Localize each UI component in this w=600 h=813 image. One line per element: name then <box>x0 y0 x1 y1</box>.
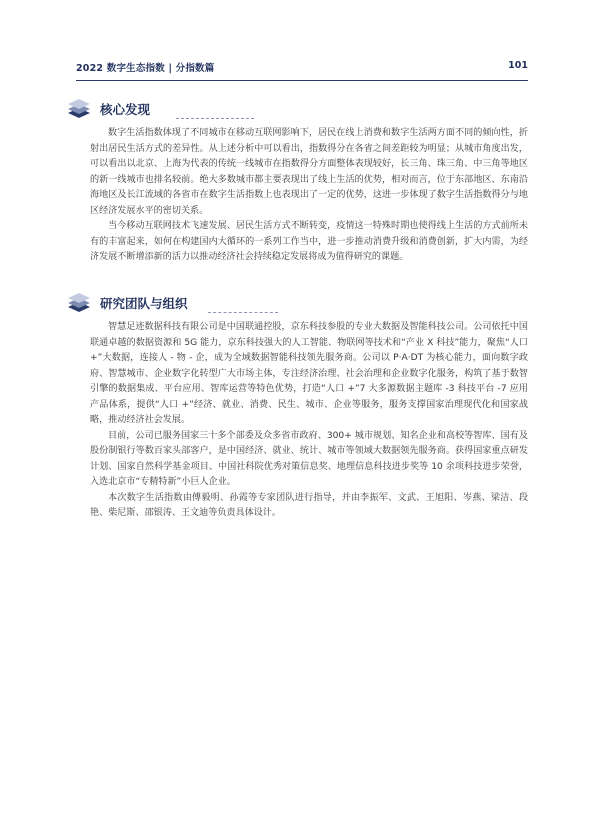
paragraph: 数字生活指数体现了不同城市在移动互联网影响下，居民在线上消费和数字生活两方面不同的倾向性，折射出居民生活方式的差异性。从上述分析中可以看出，指数得分在各省之间差距较为明显；从城市角度出发，可以看出以北京、上海为代表的传统一线城市在指数得分方面整体表现较好，长三角、珠三角、中三角等地区的新一线城市也排名较前。绝大多数城市都主要表现出了线上生活的优势，相对而言，位于东部地区、东南沿海地区及长江流域的各省市在数字生活指数上也表现出了一定的优势，这进一步体现了数字生活指数得分与地区经济发展水平的密切关系。 <box>90 128 528 216</box>
section-heading <box>66 292 528 314</box>
paragraph: 智慧足迹数据科技有限公司是中国联通控股，京东科技参股的专业大数据及智能科技公司。公司依托中国联通卓越的数据资源和 5G 能力，京东科技强大的人工智能、物联网等技术和“产业 X 科技”能力，聚焦“人口 +”大数据，连接人 - 物 - 企，成为全域数据智能科技领先服务商。公司以 P·A·DT 为核心能力，面向数字政府、智慧城市、企业数字化转型广大市场主体，专注经济治理、社会治理和企业数字化服务，构筑了基于数智引擎的数据集成、平台应用、智库运营等特色优势，打造“人口 +”7 大多源数据主题库 -3 科技平台 -7 应用产品体系，提供“人口 +”经济、就业、消费、民生、城市、企业等服务，服务支撑国家治理现代化和国家战略，推动经济社会发展。 <box>90 322 528 425</box>
section-body <box>66 320 528 522</box>
header-title: 2022 数字生态指数 | 分指数篇 <box>76 63 215 74</box>
section-title: 研究团队与组织 <box>100 296 188 311</box>
page-number: 101 <box>508 60 528 71</box>
section-title: 核心发现 <box>100 102 151 117</box>
section-body <box>66 126 528 266</box>
header-divider <box>76 80 528 81</box>
paragraph: 目前，公司已服务国家三十多个部委及众多省市政府、300+ 城市规划、知名企业和高校等智库、国有及股份制银行等数百家头部客户，是中国经济、就业、统计、城市等领域大数据领先服务商。获得国家重点研发计划、国家自然科学基金项目、中国社科院优秀对策信息奖、地理信息科技进步奖等 10 余项科技进步荣誉，入选北京市“专精特新”小巨人企业。 <box>90 430 528 487</box>
section-research-team <box>66 292 528 522</box>
paragraph: 当今移动互联网技术飞速发展、居民生活方式不断转变，疫情这一特殊时期也使得线上生活的方式前所未有的丰富起来，如何在构建国内大循环的一系列工作当中，进一步推动消费升级和消费创新，扩大内需，为经济发展不断增添新的活力以推动经济社会持续稳定发展将成为值得研究的课题。 <box>90 221 528 262</box>
layers-icon <box>66 291 92 315</box>
dashed-divider <box>176 118 254 119</box>
paragraph: 本次数字生活指数由傅毅明、孙霞等专家团队进行指导，并由李振军、文武、王旭阳、岑燕、梁洁、段艳、柴尼斯、邵银涛、王文迪等负责具体设计。 <box>90 492 528 518</box>
section-heading <box>66 98 528 120</box>
section-core-findings <box>66 98 528 266</box>
page-header <box>76 60 528 76</box>
dashed-divider <box>208 312 278 313</box>
layers-icon <box>66 97 92 121</box>
